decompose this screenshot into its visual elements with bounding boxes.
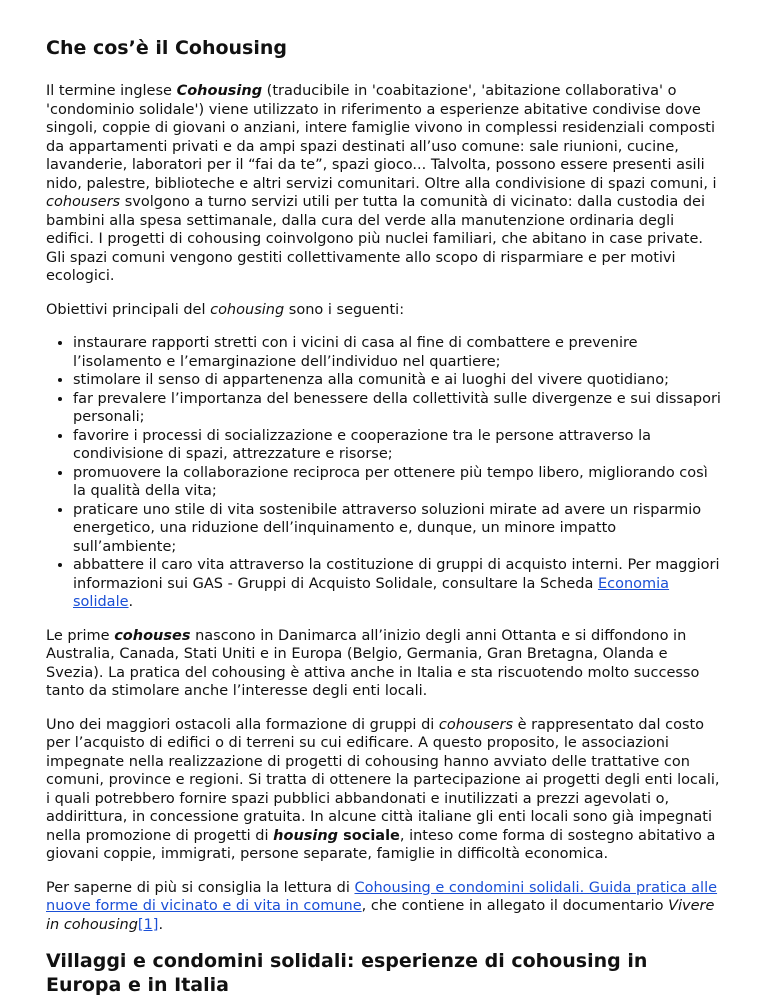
term-cohousing: Cohousing: [176, 83, 263, 99]
economia-solidale-link[interactable]: Economia solidale: [73, 575, 670, 610]
term-sociale: sociale: [338, 827, 400, 844]
list-item: • praticare uno stile di vita sostenibile attraverso soluzioni mirate ad avere un risparmio energetico, una riduzione dell’inquinamento e, dunque, un minore impatto sull’ambiente;: [73, 501, 722, 557]
list-item: [73, 556, 722, 612]
text-run: , inteso come forma di sostegno abitativo a giovani coppie, immigrati, persone separate, famiglie in difficoltà economica.: [46, 827, 716, 862]
text-run: , che contiene in allegato il documentario: [361, 898, 669, 914]
list-item: • stimolare il senso di appartenenza alla comunità e ai luoghi del vivere quotidiano;: [73, 371, 722, 390]
text-run: sono i seguenti:: [284, 301, 405, 318]
text-run: (traducibile in 'coabitazione', 'abitazione collaborativa' o 'condominio solidale') viene utilizzato in riferimento a esperienze abitative condivise dove singoli, coppie di giovani o anziani, intere famiglie vivono in complessi residenziali composti da appartamenti privati e da ampi spazi destinati all’uso comune: sale riunioni, cucine, lavanderie, laboratori per il “fai da te”, spazi gioco... Talvolta, possono essere presenti asili nido, palestre, biblioteche e altri servizi comunitari. Oltre alla condivisione di spazi comuni, i: [46, 83, 717, 192]
guide-book-link[interactable]: Cohousing e condomini solidali. Guida pratica alle nuove forme di vicinato e di vita in comune: [46, 879, 718, 914]
text-run: Obiettivi principali del: [46, 301, 211, 318]
further-reading-paragraph: [46, 879, 722, 935]
term-cohousers: cohousers: [438, 716, 514, 733]
list-item: • instaurare rapporti stretti con i vicini di casa al fine di combattere e prevenire l’isolamento e l’emarginazione dell’individuo nel quartiere;: [73, 334, 722, 371]
list-item: • far prevalere l’importanza del benessere della collettività sulle divergenze e sui dissapori personali;: [73, 390, 722, 427]
intro-paragraph: [46, 82, 722, 286]
text-run: Per saperne di più si consiglia la lettura di: [46, 879, 355, 896]
term-cohouses: cohouses: [114, 627, 191, 644]
text-run: abbattere il caro vita attraverso la costituzione di gruppi di acquisto interni. Per maggiori informazioni sui GAS - Gruppi di Acquisto Solidale, consultare la Scheda: [73, 557, 720, 592]
history-paragraph: [46, 627, 722, 701]
section-heading-villaggi: Villaggi e condomini solidali: esperienze di cohousing in Europa e in Italia: [46, 950, 648, 996]
term-cohousing: cohousing: [210, 301, 285, 318]
text-run: .: [128, 594, 134, 610]
list-item: • promuovere la collaborazione reciproca per ottenere più tempo libero, migliorando così la qualità della vita;: [73, 464, 722, 501]
objectives-list: [46, 334, 722, 612]
footnote-link[interactable]: [1]: [137, 916, 159, 933]
documentary-title: Vivere in cohousing: [46, 898, 715, 933]
objectives-intro: [46, 301, 722, 320]
text-run: è rappresentato dal costo per l’acquisto di edifici o di terreni su cui edificare. A questo proposito, le associazioni impegnate nella realizzazione di progetti di cohousing hanno avviato delle trattative con comuni, province e regioni. Si tratta di ottenere la partecipazione ai progetti degli enti locali, i quali potrebbero fornire spazi pubblici abbandonati e inutilizzati a prezzi agevolati o, addirittura, in concessione gratuita. In alcune città italiane gli enti locali sono già impegnati nella promozione di progetti di: [46, 716, 720, 844]
term-housing: housing: [273, 827, 339, 844]
text-run: nascono in Danimarca all’inizio degli anni Ottanta e si diffondono in Australia, Canada, Stati Uniti e in Europa (Belgio, Germania, Gran Bretagna, Olanda e Svezia). La pratica del cohousing è attiva anche in Italia e sta riscuotendo molto successo tanto da stimolare anche l’interesse degli enti locali.: [46, 627, 700, 699]
section-heading-cohousing: Che cos’è il Cohousing: [46, 37, 288, 59]
term-cohousers: cohousers: [46, 194, 121, 210]
text-run: .: [158, 916, 164, 933]
list-item: • favorire i processi di socializzazione e cooperazione tra le persone attraverso la condivisione di spazi, attrezzature e risorse;: [73, 427, 722, 464]
text-run: Uno dei maggiori ostacoli alla formazione di gruppi di: [46, 716, 439, 733]
obstacles-paragraph: [46, 716, 722, 864]
text-run: svolgono a turno servizi utili per tutta la comunità di vicinato: dalla custodia dei bambini alla spesa settimanale, dalla cura del verde alla manutenzione ordinaria degli edifici. I progetti di cohousing coinvolgono più nuclei familiari, che abitano in case private. Gli spazi comuni vengono gestiti collettivamente allo scopo di risparmiare e per motivi ecologici.: [46, 194, 705, 284]
text-run: Le prime: [46, 627, 115, 644]
text-run: Il termine inglese: [46, 83, 177, 99]
